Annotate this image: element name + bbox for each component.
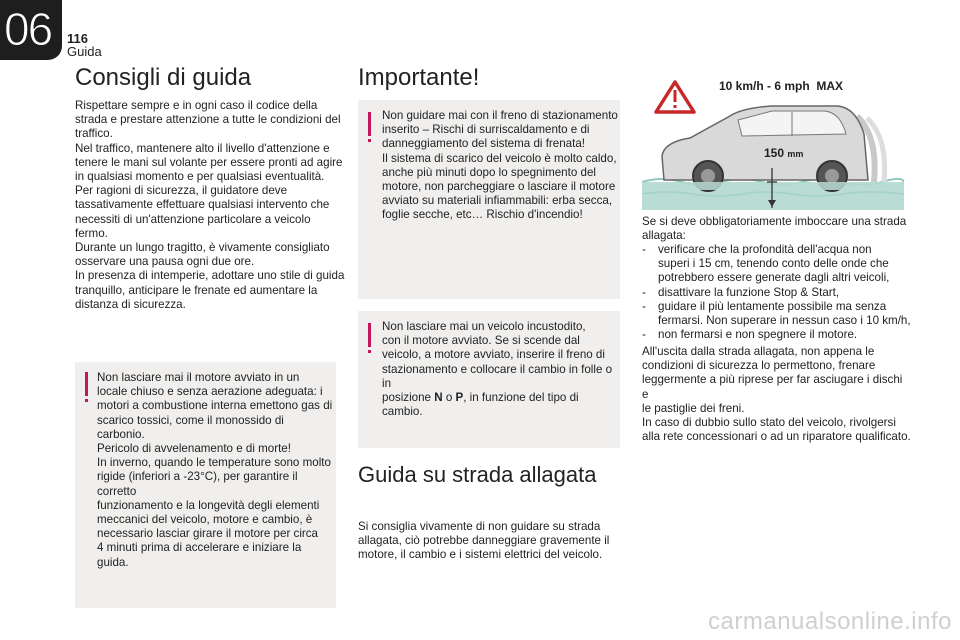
warning-unattended-end: , in funzione del tipo di cambio. <box>382 391 579 419</box>
warning-brake-text: Non guidare mai con il freno di stazionamento inserito – Rischi di surriscaldamento e di danneggiamento del sistema di frenata! Il sistema di scarico del veicolo è molto caldo, anche più minuti dopo lo spegnimento del motore, non parcheggiare o lasciare il motore avviato su materiali infiammabili: erba secca, foglie secche, etc… Rischio d'incendio! <box>382 109 618 222</box>
depth-value: 150 <box>764 146 785 160</box>
warning-icon-dot <box>368 350 371 353</box>
warning-unattended-main: Non lasciare mai un veicolo incustodito, con il motore avviato. Se si scende dal veicolo, a motore avviato, inserire il freno di stazionamento e collocare il cambio in folle o in posizione <box>382 320 613 405</box>
depth-label <box>764 146 803 160</box>
warning-icon <box>85 372 88 396</box>
warning-icon-dot <box>368 139 371 142</box>
title-consigli: Consigli di guida <box>75 64 252 91</box>
title-strada-allagata: Guida su strada allagata <box>358 462 597 487</box>
warning-icon <box>368 323 371 347</box>
chapter-number: 06 <box>4 3 52 55</box>
speed-limit-label: 10 km/h - 6 mph MAX <box>719 79 844 93</box>
flood-closing: All'uscita dalla strada allagata, non appena le condizioni di sicurezza lo permettono, frenare leggermente a più riprese per far asciugare i dischi e le pastiglie dei freni. In caso di dubbio sullo stato del veicolo, rivolgersi alla rete concessionari o ad un riparatore qualificato. <box>642 345 911 444</box>
flood-intro: Se si deve obbligatoriamente imboccare una strada allagata: <box>642 215 907 243</box>
gear-p: P <box>455 391 464 405</box>
warning-unattended-text <box>382 320 618 419</box>
warning-box-unattended <box>358 311 620 448</box>
section-label: Guida <box>67 44 102 59</box>
gear-or: o <box>442 391 456 405</box>
warning-box-engine <box>75 362 336 608</box>
consigli-paragraph: Rispettare sempre e in ogni caso il codice della strada e prestare attenzione a tutte le condizioni del traffico. Nel traffico, mantenere alto il livello d'attenzione e tenere le mani sul volante per essere pronti ad agire in qualsiasi momento e per qualsiasi eventualità. Per ragioni di sicurezza, il guidatore deve tassativamente effettuare qualsiasi intervento che necessiti di un'attenzione particolare a veicolo fermo. Durante un lungo tragitto, è vivamente consigliato osservare una pausa ogni due ore. In presenza di intemperie, adottare uno stile di guida tranquillo, anticipare le frenate ed aumentare la distanza di sicurezza. <box>75 99 345 311</box>
chapter-tab <box>0 0 62 60</box>
list-item: - disattivare la funzione Stop & Start, <box>642 286 912 300</box>
flooded-road-illustration <box>642 76 904 210</box>
warning-icon <box>368 112 371 136</box>
warning-triangle-icon <box>656 82 694 112</box>
warning-icon-dot <box>85 399 88 402</box>
depth-unit: mm <box>787 149 804 159</box>
warning-box-brake <box>358 100 620 299</box>
flood-instructions-list <box>642 243 912 342</box>
page-number: 116 <box>67 31 88 46</box>
list-item: - non fermarsi e non spegnere il motore. <box>642 328 912 342</box>
warning-engine-text: Non lasciare mai il motore avviato in un locale chiuso e senza aerazione adeguata: i motori a combustione interna emettono gas di scarico tossici, come il monossido di carbonio. Pericolo di avvelenamento e di morte! In inverno, quando le temperature sono molto rigide (inferiori a -23°C), per garantire il corretto funzionamento e la longevità degli elementi meccanici del veicolo, motore e cambio, è necessario lasciar girare il motore per circa 4 minuti prima di accelerare e iniziare la guida. <box>97 371 333 569</box>
list-item: - guidare il più lentamente possibile ma senza fermarsi. Non superare in nessun caso i 10 km/h, <box>642 300 912 328</box>
gear-n: N <box>434 391 443 405</box>
title-importante: Importante! <box>358 64 480 91</box>
list-item: - verificare che la profondità dell'acqua non superi i 15 cm, tenendo conto delle onde che potrebbero essere generate dagli altri veicoli, <box>642 243 912 286</box>
watermark: carmanualsonline.info <box>708 608 952 635</box>
flood-paragraph: Si consiglia vivamente di non guidare su strada allagata, ciò potrebbe danneggiare gravemente il motore, il cambio e i sistemi elettrici del veicolo. <box>358 520 610 562</box>
